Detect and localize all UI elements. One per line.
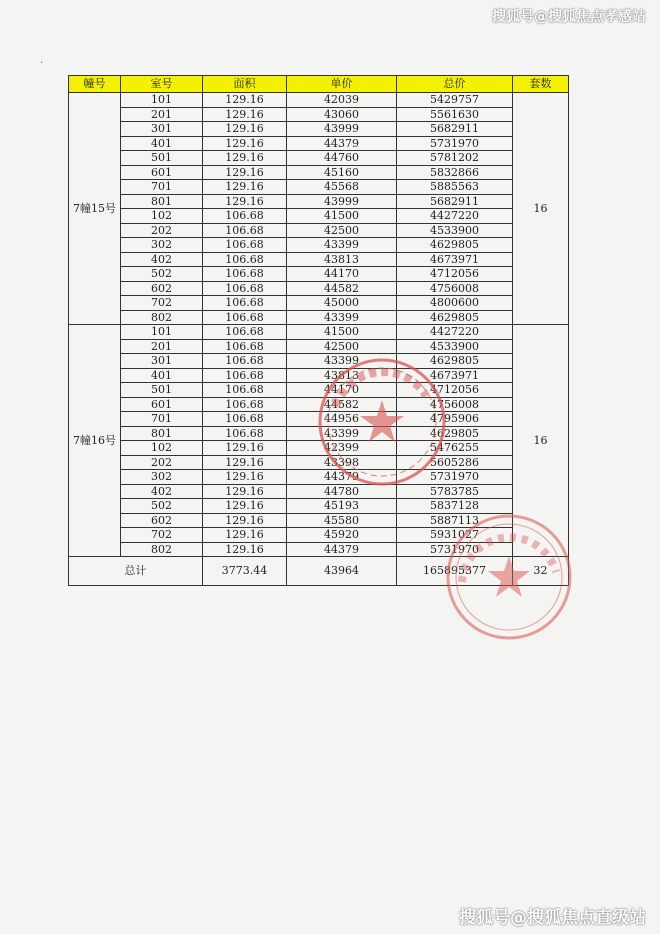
area-cell: 106.68 bbox=[203, 209, 287, 224]
unit-price-cell: 44582 bbox=[287, 281, 397, 296]
room-cell: 501 bbox=[121, 383, 203, 398]
unit-price-cell: 44956 bbox=[287, 412, 397, 427]
area-cell: 129.16 bbox=[203, 107, 287, 122]
total-price-cell: 4673971 bbox=[397, 252, 513, 267]
room-cell: 402 bbox=[121, 484, 203, 499]
table-row bbox=[69, 296, 569, 311]
area-cell: 129.16 bbox=[203, 122, 287, 137]
room-cell: 602 bbox=[121, 513, 203, 528]
room-cell: 802 bbox=[121, 542, 203, 557]
room-cell: 302 bbox=[121, 238, 203, 253]
room-cell: 502 bbox=[121, 499, 203, 514]
room-cell: 401 bbox=[121, 136, 203, 151]
table-row bbox=[69, 122, 569, 137]
table-row bbox=[69, 165, 569, 180]
area-cell: 129.16 bbox=[203, 180, 287, 195]
table-row bbox=[69, 426, 569, 441]
total-price-cell: 5832866 bbox=[397, 165, 513, 180]
room-cell: 201 bbox=[121, 339, 203, 354]
room-cell: 102 bbox=[121, 441, 203, 456]
area-cell: 106.68 bbox=[203, 339, 287, 354]
table-row bbox=[69, 354, 569, 369]
total-price-cell: 5731970 bbox=[397, 470, 513, 485]
table-row bbox=[69, 528, 569, 543]
table-row bbox=[69, 238, 569, 253]
room-cell: 701 bbox=[121, 180, 203, 195]
room-cell: 202 bbox=[121, 223, 203, 238]
room-cell: 501 bbox=[121, 151, 203, 166]
room-cell: 101 bbox=[121, 93, 203, 108]
table-row bbox=[69, 542, 569, 557]
header-building: 幢号 bbox=[69, 76, 121, 93]
watermark-bottom: 搜狐号@搜狐焦点直级站 bbox=[459, 908, 646, 928]
count-cell: 16 bbox=[513, 325, 569, 557]
total-price-cell: 5682911 bbox=[397, 122, 513, 137]
total-price-cell: 4629805 bbox=[397, 354, 513, 369]
room-cell: 101 bbox=[121, 325, 203, 340]
total-price-cell: 4533900 bbox=[397, 339, 513, 354]
header-total-price: 总价 bbox=[397, 76, 513, 93]
unit-price-cell: 44170 bbox=[287, 383, 397, 398]
area-cell: 106.68 bbox=[203, 238, 287, 253]
total-price-cell: 4756008 bbox=[397, 397, 513, 412]
unit-price-cell: 42500 bbox=[287, 339, 397, 354]
total-price-cell: 4712056 bbox=[397, 383, 513, 398]
table-row bbox=[69, 339, 569, 354]
room-cell: 201 bbox=[121, 107, 203, 122]
area-cell: 106.68 bbox=[203, 281, 287, 296]
room-cell: 102 bbox=[121, 209, 203, 224]
area-cell: 106.68 bbox=[203, 354, 287, 369]
area-cell: 129.16 bbox=[203, 441, 287, 456]
total-price-cell: 4712056 bbox=[397, 267, 513, 282]
watermark-top: 搜狐号@搜狐焦点孝感站 bbox=[492, 9, 646, 25]
total-label: 总计 bbox=[69, 557, 203, 586]
table-row bbox=[69, 136, 569, 151]
header-room: 室号 bbox=[121, 76, 203, 93]
total-price-cell: 5476255 bbox=[397, 441, 513, 456]
area-cell: 129.16 bbox=[203, 165, 287, 180]
room-cell: 601 bbox=[121, 165, 203, 180]
stray-mark: · bbox=[40, 58, 44, 69]
unit-price-cell: 45920 bbox=[287, 528, 397, 543]
area-cell: 129.16 bbox=[203, 470, 287, 485]
table-row bbox=[69, 499, 569, 514]
table-row bbox=[69, 383, 569, 398]
unit-price-cell: 43999 bbox=[287, 122, 397, 137]
unit-price-cell: 44379 bbox=[287, 136, 397, 151]
table-row bbox=[69, 107, 569, 122]
unit-price-cell: 43813 bbox=[287, 368, 397, 383]
room-cell: 702 bbox=[121, 296, 203, 311]
total-price: 165895377 bbox=[397, 557, 513, 586]
table-row bbox=[69, 325, 569, 340]
unit-price-cell: 44170 bbox=[287, 267, 397, 282]
room-cell: 301 bbox=[121, 122, 203, 137]
table-row bbox=[69, 93, 569, 108]
table-body bbox=[69, 93, 569, 557]
area-cell: 106.68 bbox=[203, 383, 287, 398]
header-area: 面积 bbox=[203, 76, 287, 93]
area-cell: 106.68 bbox=[203, 397, 287, 412]
room-cell: 401 bbox=[121, 368, 203, 383]
table-row bbox=[69, 513, 569, 528]
area-cell: 129.16 bbox=[203, 484, 287, 499]
area-cell: 106.68 bbox=[203, 412, 287, 427]
unit-price-cell: 44582 bbox=[287, 397, 397, 412]
total-unit-price: 43964 bbox=[287, 557, 397, 586]
price-table bbox=[68, 75, 569, 586]
table-row bbox=[69, 194, 569, 209]
unit-price-cell: 44780 bbox=[287, 484, 397, 499]
total-price-cell: 4673971 bbox=[397, 368, 513, 383]
unit-price-cell: 43813 bbox=[287, 252, 397, 267]
unit-price-cell: 43398 bbox=[287, 455, 397, 470]
table-row bbox=[69, 484, 569, 499]
header-count: 套数 bbox=[513, 76, 569, 93]
unit-price-cell: 42500 bbox=[287, 223, 397, 238]
unit-price-cell: 43399 bbox=[287, 426, 397, 441]
total-price-cell: 5887113 bbox=[397, 513, 513, 528]
total-row bbox=[69, 557, 569, 586]
header-unit-price: 单价 bbox=[287, 76, 397, 93]
unit-price-cell: 41500 bbox=[287, 325, 397, 340]
total-price-cell: 4427220 bbox=[397, 325, 513, 340]
room-cell: 802 bbox=[121, 310, 203, 325]
table-row bbox=[69, 209, 569, 224]
total-count: 32 bbox=[513, 557, 569, 586]
area-cell: 106.68 bbox=[203, 267, 287, 282]
table-row bbox=[69, 267, 569, 282]
total-price-cell: 4427220 bbox=[397, 209, 513, 224]
room-cell: 301 bbox=[121, 354, 203, 369]
building-cell: 7幢16号 bbox=[69, 325, 121, 557]
table-row bbox=[69, 180, 569, 195]
table-row bbox=[69, 441, 569, 456]
table-row bbox=[69, 412, 569, 427]
table-row bbox=[69, 470, 569, 485]
total-price-cell: 5731970 bbox=[397, 136, 513, 151]
unit-price-cell: 45000 bbox=[287, 296, 397, 311]
total-price-cell: 4533900 bbox=[397, 223, 513, 238]
total-price-cell: 5429757 bbox=[397, 93, 513, 108]
total-price-cell: 4629805 bbox=[397, 238, 513, 253]
total-price-cell: 4800600 bbox=[397, 296, 513, 311]
count-cell: 16 bbox=[513, 93, 569, 325]
unit-price-cell: 41500 bbox=[287, 209, 397, 224]
area-cell: 106.68 bbox=[203, 426, 287, 441]
header-row bbox=[69, 76, 569, 93]
total-price-cell: 4795906 bbox=[397, 412, 513, 427]
total-price-cell: 5931027 bbox=[397, 528, 513, 543]
table-row bbox=[69, 252, 569, 267]
table-row bbox=[69, 281, 569, 296]
room-cell: 402 bbox=[121, 252, 203, 267]
table-row bbox=[69, 310, 569, 325]
area-cell: 129.16 bbox=[203, 513, 287, 528]
unit-price-cell: 44379 bbox=[287, 542, 397, 557]
unit-price-cell: 44760 bbox=[287, 151, 397, 166]
table-row bbox=[69, 368, 569, 383]
total-price-cell: 5605286 bbox=[397, 455, 513, 470]
total-price-cell: 5731970 bbox=[397, 542, 513, 557]
total-price-cell: 5837128 bbox=[397, 499, 513, 514]
area-cell: 129.16 bbox=[203, 542, 287, 557]
room-cell: 602 bbox=[121, 281, 203, 296]
room-cell: 702 bbox=[121, 528, 203, 543]
unit-price-cell: 43399 bbox=[287, 354, 397, 369]
area-cell: 106.68 bbox=[203, 296, 287, 311]
room-cell: 502 bbox=[121, 267, 203, 282]
total-price-cell: 4629805 bbox=[397, 310, 513, 325]
unit-price-cell: 45160 bbox=[287, 165, 397, 180]
total-area: 3773.44 bbox=[203, 557, 287, 586]
unit-price-cell: 43060 bbox=[287, 107, 397, 122]
unit-price-cell: 43399 bbox=[287, 238, 397, 253]
area-cell: 129.16 bbox=[203, 151, 287, 166]
table-row bbox=[69, 151, 569, 166]
total-price-cell: 5561630 bbox=[397, 107, 513, 122]
total-price-cell: 5783785 bbox=[397, 484, 513, 499]
area-cell: 106.68 bbox=[203, 223, 287, 238]
total-price-cell: 4756008 bbox=[397, 281, 513, 296]
area-cell: 129.16 bbox=[203, 499, 287, 514]
area-cell: 129.16 bbox=[203, 136, 287, 151]
total-price-cell: 4629805 bbox=[397, 426, 513, 441]
area-cell: 129.16 bbox=[203, 455, 287, 470]
area-cell: 106.68 bbox=[203, 252, 287, 267]
unit-price-cell: 45580 bbox=[287, 513, 397, 528]
unit-price-cell: 45568 bbox=[287, 180, 397, 195]
room-cell: 801 bbox=[121, 426, 203, 441]
area-cell: 129.16 bbox=[203, 194, 287, 209]
area-cell: 106.68 bbox=[203, 310, 287, 325]
table-row bbox=[69, 223, 569, 238]
total-price-cell: 5885563 bbox=[397, 180, 513, 195]
area-cell: 106.68 bbox=[203, 325, 287, 340]
table-row bbox=[69, 455, 569, 470]
room-cell: 801 bbox=[121, 194, 203, 209]
unit-price-cell: 42399 bbox=[287, 441, 397, 456]
room-cell: 302 bbox=[121, 470, 203, 485]
building-cell: 7幢15号 bbox=[69, 93, 121, 325]
total-price-cell: 5781202 bbox=[397, 151, 513, 166]
room-cell: 701 bbox=[121, 412, 203, 427]
room-cell: 601 bbox=[121, 397, 203, 412]
unit-price-cell: 45193 bbox=[287, 499, 397, 514]
table-row bbox=[69, 397, 569, 412]
room-cell: 202 bbox=[121, 455, 203, 470]
unit-price-cell: 42039 bbox=[287, 93, 397, 108]
unit-price-cell: 44379 bbox=[287, 470, 397, 485]
area-cell: 129.16 bbox=[203, 93, 287, 108]
area-cell: 129.16 bbox=[203, 528, 287, 543]
unit-price-cell: 43399 bbox=[287, 310, 397, 325]
total-price-cell: 5682911 bbox=[397, 194, 513, 209]
unit-price-cell: 43999 bbox=[287, 194, 397, 209]
area-cell: 106.68 bbox=[203, 368, 287, 383]
